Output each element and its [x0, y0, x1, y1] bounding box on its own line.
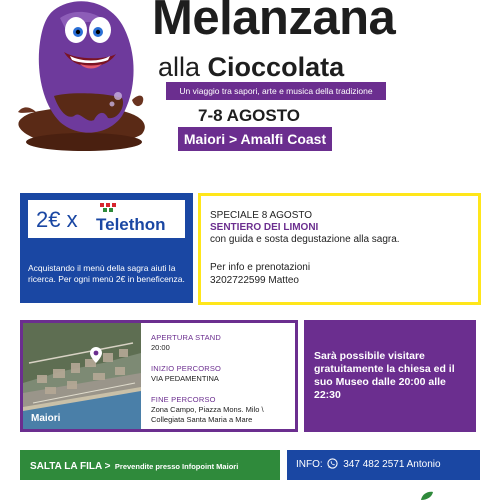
info-bar [287, 450, 480, 480]
info-phone: 347 482 2571 Antonio [343, 459, 441, 470]
telethon-brand: Telethon [96, 215, 166, 234]
museum-panel [304, 320, 476, 432]
special-info-label: Per info e prenotazioni [210, 262, 311, 273]
start-place: VIA PEDAMENTINA [151, 374, 219, 383]
tagline-banner: Un viaggio tra sapori, arte e musica della tradizione [166, 82, 386, 100]
special-title: SPECIALE 8 AGOSTO [210, 210, 313, 221]
event-title: Melanzana [152, 0, 396, 45]
telethon-panel [20, 193, 193, 303]
subtitle-prefix: alla [158, 52, 201, 82]
leaf-icon [420, 491, 434, 500]
whatsapp-icon [327, 458, 338, 469]
event-subtitle [158, 52, 344, 83]
special-event-panel [198, 193, 481, 305]
special-contact: 3202722599 Matteo [210, 275, 299, 286]
info-label: INFO: [296, 459, 323, 470]
eggplant-mascot-icon [14, 0, 154, 165]
info-text [296, 450, 441, 480]
telethon-description: Acquistando il menù della sagra aiuti la ricerca. Per ogni menù 2€ in beneficenza. [28, 263, 185, 284]
stand-time: 20:00 [151, 343, 170, 352]
end-label: FINE PERCORSO [151, 395, 216, 404]
special-route-name: SENTIERO DEI LIMONI [210, 222, 319, 233]
skip-line-detail: Prevendite presso Infopoint Maiori [114, 462, 239, 471]
event-dates: 7-8 AGOSTO [198, 106, 301, 125]
telethon-logo [94, 202, 184, 236]
museum-text: Sarà possibile visitare gratuitamente la chiesa ed il suo Museo dalle 20:00 alle 22:30 [314, 350, 455, 401]
end-place-line-1: Zona Campo, Piazza Mons. Milo \ [151, 405, 264, 414]
route-panel [20, 320, 298, 432]
donation-price: 2€ x [36, 207, 78, 232]
start-label: INIZIO PERCORSO [151, 364, 222, 373]
end-place-line-2: Collegiata Santa Maria a Mare [151, 415, 253, 424]
special-description: con guida e sosta degustazione alla sagra. [210, 234, 400, 245]
map-label: Maiori [31, 413, 61, 424]
stand-label: APERTURA STAND [151, 333, 222, 342]
skip-line-text [30, 450, 238, 482]
location-banner: Maiori > Amalfi Coast [178, 127, 332, 151]
skip-line-bar [20, 450, 280, 480]
subtitle-strong: Cioccolata [207, 52, 345, 82]
map-pin-icon [90, 347, 102, 363]
skip-line-title: SALTA LA FILA > [30, 461, 111, 472]
telethon-logo-area [28, 200, 185, 238]
